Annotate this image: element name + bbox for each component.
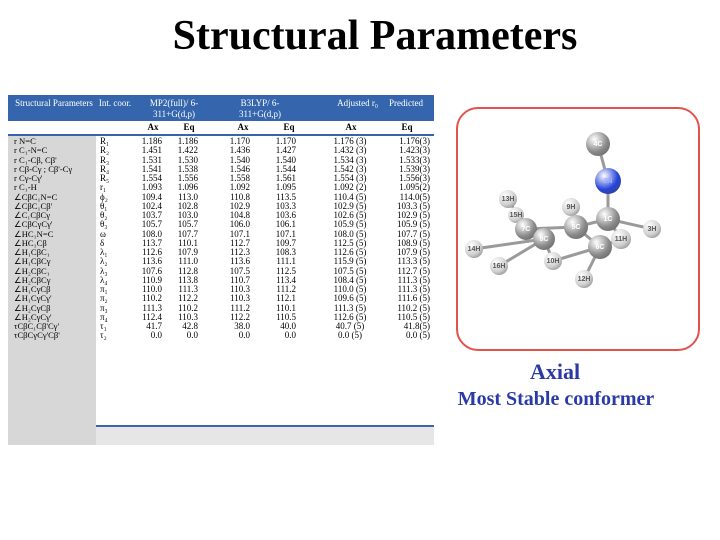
value-cell: 108.0 <box>141 228 162 239</box>
coor-cell: R₅ <box>100 173 110 183</box>
table-row <box>8 174 434 183</box>
param-cell: ∠H₁CγCγ' <box>14 294 52 304</box>
param-cell: ∠HC₁Cβ <box>14 238 47 248</box>
value-cell: 1.556(3) <box>399 173 430 183</box>
value-cell: 104.8 <box>229 210 250 220</box>
param-cell: ∠CβC₁Cβ' <box>14 201 53 211</box>
header-coor: Int. coor. <box>98 98 132 108</box>
value-cell: 110.8 <box>230 191 250 202</box>
value-cell: 113.5 <box>276 191 296 202</box>
atom: 12H <box>575 270 593 288</box>
coor-cell: π₃ <box>100 302 108 313</box>
param-cell: ∠H₂CβCγ <box>14 275 51 285</box>
value-cell: 1.540 <box>275 154 296 165</box>
table-row <box>8 304 434 313</box>
value-cell: 41.7 <box>146 321 162 331</box>
table-row <box>8 211 434 220</box>
atom: 5C <box>564 215 588 239</box>
value-cell: 102.9 (5) <box>397 210 430 220</box>
value-cell: 111.0 <box>178 256 198 267</box>
value-cell: 112.6 (5) <box>333 311 367 322</box>
value-cell: 110.2 <box>178 302 198 313</box>
value-cell: 110.7 <box>230 274 250 285</box>
value-cell: 1.170 <box>275 136 296 146</box>
value-cell: 112.8 <box>178 265 198 276</box>
value-cell: 1.451 <box>141 145 162 156</box>
value-cell: 1.554 <box>141 173 162 183</box>
coor-cell: R₁ <box>100 136 110 146</box>
table-row <box>8 137 434 146</box>
value-cell: 112.5 <box>276 265 296 276</box>
value-cell: 1.531 <box>141 154 162 165</box>
value-cell: 1.186 <box>177 136 198 146</box>
value-cell: 1.092 <box>229 182 250 193</box>
value-cell: 112.7 <box>230 237 250 248</box>
value-cell: 105.7 <box>177 219 198 230</box>
value-cell: 0.0 <box>150 330 162 341</box>
value-cell: 105.9 (5) <box>397 219 430 230</box>
value-cell: 102.8 <box>177 200 198 211</box>
value-cell: 112.2 <box>178 293 198 304</box>
param-cell: r C₁-H <box>14 183 37 193</box>
coor-cell: λ₁ <box>100 247 108 257</box>
value-cell: 112.6 (5) <box>333 247 367 257</box>
value-cell: 1.096 <box>177 182 198 193</box>
table-row <box>8 202 434 211</box>
header-mp2: MP2(full)/ 6-311+G(d,p) <box>149 98 199 119</box>
value-cell: 106.1 <box>275 219 296 230</box>
value-cell: 1.422 <box>177 145 198 156</box>
slide-title: Structural Parameters <box>172 13 578 59</box>
caption-most-stable: Most Stable conformer <box>457 388 655 410</box>
coor-cell: π₂ <box>100 293 108 304</box>
value-cell: 112.7 (5) <box>397 265 430 276</box>
param-cell: ∠H₁CβCγ <box>14 257 51 267</box>
param-cell: ∠CβCγCγ' <box>14 220 53 230</box>
value-cell: 107.1 <box>229 228 250 239</box>
param-cell: τCβC₁Cβ'Cγ' <box>14 322 60 331</box>
value-cell: 40.0 <box>280 321 296 331</box>
value-cell: 112.6 <box>142 247 162 257</box>
value-cell: 107.5 (5) <box>333 265 367 276</box>
value-cell: 1.540 <box>229 154 250 165</box>
coor-cell: θ₃ <box>100 219 108 230</box>
subheader-eq: Eq <box>183 122 195 132</box>
atom: 1C <box>596 207 620 231</box>
value-cell: 1.427 <box>275 145 296 156</box>
coor-cell: ω <box>100 228 106 239</box>
param-cell: ∠HC₁N=C <box>14 229 54 239</box>
value-cell: 1.542 (3) <box>333 163 367 174</box>
value-cell: 114.0(5) <box>399 191 430 202</box>
value-cell: 108.9 (5) <box>397 237 430 248</box>
value-cell: 110.2 (5) <box>397 302 430 313</box>
param-cell: ∠H₂CβC₁ <box>14 266 50 276</box>
value-cell: 1.530 <box>177 154 198 165</box>
value-cell: 103.0 <box>177 210 198 220</box>
value-cell: 1.534 (3) <box>333 154 367 165</box>
coor-cell: λ₃ <box>100 265 108 276</box>
value-cell: 1.558 <box>229 173 250 183</box>
value-cell: 105.9 (5) <box>333 219 367 230</box>
value-cell: 38.0 <box>234 321 250 331</box>
value-cell: 110.1 <box>178 237 198 248</box>
parameters-table <box>8 95 434 445</box>
header-adjusted: Adjusted r₀ <box>337 98 378 108</box>
value-cell: 1.538 <box>177 163 198 174</box>
table-subheader <box>8 121 434 134</box>
value-cell: 107.6 <box>141 265 162 276</box>
value-cell: 115.9 (5) <box>333 256 367 267</box>
value-cell: 1.170 <box>229 136 250 146</box>
value-cell: 110.3 <box>230 293 250 304</box>
value-cell: 105.7 <box>141 219 162 230</box>
caption-axial: Axial <box>529 359 581 384</box>
param-cell: r Cγ-Cγ' <box>14 174 43 183</box>
value-cell: 106.0 <box>229 219 250 230</box>
value-cell: 112.2 <box>230 311 250 322</box>
coor-cell: r₁ <box>100 182 107 193</box>
value-cell: 107.9 <box>177 247 198 257</box>
value-cell: 103.7 <box>141 210 162 220</box>
value-cell: 113.6 <box>142 256 162 267</box>
table-footer-shade <box>96 425 434 445</box>
value-cell: 113.3 (5) <box>397 256 430 267</box>
param-cell: τCβCγCγ'Cβ' <box>14 331 60 341</box>
table-row <box>8 165 434 174</box>
value-cell: 112.5 (5) <box>333 237 367 248</box>
value-cell: 1.561 <box>275 173 296 183</box>
value-cell: 103.3 (5) <box>397 200 430 211</box>
value-cell: 110.0 <box>142 284 162 294</box>
value-cell: 112.4 <box>142 311 162 322</box>
value-cell: 1.095 <box>275 182 296 193</box>
table-row <box>8 267 434 276</box>
subheader-eq: Eq <box>401 122 413 132</box>
header-predicted: Predicted <box>389 98 423 108</box>
value-cell: 110.5 (5) <box>397 311 430 322</box>
value-cell: 1.176 (3) <box>333 136 367 146</box>
atom: 4C <box>586 132 610 156</box>
value-cell: 102.6 (5) <box>333 210 367 220</box>
value-cell: 0.0 <box>284 330 296 341</box>
value-cell: 1.533(3) <box>399 154 430 165</box>
value-cell: 1.541 <box>141 163 162 174</box>
atom: 7C <box>515 218 537 240</box>
value-cell: 107.7 <box>177 228 198 239</box>
value-cell: 110.9 <box>142 274 162 285</box>
table-row <box>8 146 434 155</box>
table-row <box>8 230 434 239</box>
atom: 6C <box>588 235 612 259</box>
header-rule <box>8 134 434 136</box>
value-cell: 109.4 <box>141 191 162 202</box>
atom: 11H <box>611 229 631 249</box>
value-cell: 110.5 <box>276 311 296 322</box>
value-cell: 111.3 (5) <box>397 284 430 294</box>
value-cell: 110.2 <box>142 293 162 304</box>
value-cell: 113.6 <box>230 256 250 267</box>
coor-cell: δ <box>100 237 105 248</box>
value-cell: 111.3 (5) <box>333 302 367 313</box>
value-cell: 111.3 <box>178 284 198 294</box>
table-row <box>8 331 434 340</box>
value-cell: 1.186 <box>141 136 162 146</box>
value-cell: 1.432 (3) <box>333 145 367 156</box>
value-cell: 108.4 (5) <box>333 274 367 285</box>
table-row <box>8 257 434 266</box>
atom: 10H <box>544 252 562 270</box>
table-row <box>8 220 434 229</box>
value-cell: 107.7 (5) <box>397 228 430 239</box>
value-cell: 41.8(5) <box>403 321 430 331</box>
value-cell: 0.0 <box>186 330 198 341</box>
param-cell: r N=C <box>14 137 36 146</box>
param-cell: ∠H₁CβC₁ <box>14 248 50 257</box>
value-cell: 0.0 <box>238 330 250 341</box>
subheader-ax: Ax <box>147 122 159 132</box>
value-cell: 102.9 (5) <box>333 200 367 211</box>
table-row <box>8 193 434 202</box>
coor-cell: τ₁ <box>100 321 107 331</box>
value-cell: 42.8 <box>182 321 198 331</box>
param-cell: ∠H₂CγCβ <box>14 303 51 313</box>
value-cell: 1.095(2) <box>399 182 430 193</box>
value-cell: 1.556 <box>177 173 198 183</box>
value-cell: 110.1 <box>276 302 296 313</box>
value-cell: 40.7 (5) <box>335 321 365 331</box>
atom: 16H <box>490 257 508 275</box>
header-b3lyp: B3LYP/ 6-311+G(d,p) <box>239 98 281 119</box>
table-row <box>8 276 434 285</box>
value-cell: 1.093 <box>141 182 162 193</box>
atom: 13H <box>499 190 517 208</box>
value-cell: 112.1 <box>276 293 296 304</box>
subheader-ax: Ax <box>345 122 357 132</box>
value-cell: 110.3 <box>178 311 198 322</box>
value-cell: 1.423(3) <box>399 145 430 156</box>
value-cell: 111.6 (5) <box>397 293 430 304</box>
coor-cell: R₃ <box>100 154 110 165</box>
atom: 9H <box>562 198 580 216</box>
value-cell: 1.544 <box>275 163 296 174</box>
value-cell: 110.0 (5) <box>333 284 367 294</box>
coor-cell: λ₂ <box>100 256 108 267</box>
value-cell: 109.6 (5) <box>333 293 367 304</box>
atom: 2N <box>595 168 621 194</box>
coor-cell: ϕ₂ <box>100 191 108 202</box>
subheader-ax: Ax <box>237 122 249 132</box>
value-cell: 111.3 (5) <box>397 274 430 285</box>
value-cell: 110.3 <box>230 284 250 294</box>
value-cell: 1.436 <box>229 145 250 156</box>
value-cell: 108.3 <box>275 247 296 257</box>
value-cell: 1.176(3) <box>399 136 430 146</box>
value-cell: 111.3 <box>142 302 162 313</box>
value-cell: 102.4 <box>141 200 162 211</box>
value-cell: 1.092 (2) <box>333 182 367 193</box>
param-cell: r C₁-N=C <box>14 146 48 156</box>
subheader-eq: Eq <box>283 122 295 132</box>
value-cell: 110.4 (5) <box>333 191 367 202</box>
value-cell: 107.9 (5) <box>397 247 430 257</box>
coor-cell: τ₂ <box>100 330 107 341</box>
param-cell: ∠H₂CγCγ' <box>14 312 52 322</box>
coor-cell: θ₁ <box>100 200 108 211</box>
table-row <box>8 156 434 165</box>
value-cell: 1.554 (3) <box>333 173 367 183</box>
value-cell: 1.539(3) <box>399 163 430 174</box>
value-cell: 103.3 <box>275 200 296 211</box>
coor-cell: R₂ <box>100 145 110 156</box>
value-cell: 111.2 <box>276 284 296 294</box>
header-param: Structural Parameters <box>15 98 93 108</box>
value-cell: 0.0 (5) <box>338 330 362 341</box>
table-footer-rule <box>96 425 434 427</box>
atom: 3H <box>643 220 661 238</box>
atom: 8C <box>533 228 555 250</box>
table-row <box>8 313 434 322</box>
value-cell: 107.5 <box>229 265 250 276</box>
param-cell: ∠H₁CγCβ <box>14 285 51 294</box>
atom: 14H <box>465 240 483 258</box>
table-row <box>8 322 434 331</box>
table-row <box>8 294 434 303</box>
coor-cell: R₄ <box>100 163 110 174</box>
param-cell: r C₁-Cβ, Cβ' <box>14 155 57 165</box>
value-cell: 109.7 <box>275 237 296 248</box>
molecule-panel <box>456 107 700 351</box>
value-cell: 1.546 <box>229 163 250 174</box>
coor-cell: λ₄ <box>100 274 108 285</box>
param-cell: ∠C₁CβCγ <box>14 211 51 220</box>
value-cell: 111.1 <box>276 256 296 267</box>
table-header <box>8 95 434 121</box>
value-cell: 112.3 <box>230 247 250 257</box>
value-cell: 102.9 <box>229 200 250 211</box>
coor-cell: π₄ <box>100 311 108 322</box>
table-row <box>8 239 434 248</box>
table-row <box>8 183 434 192</box>
value-cell: 113.0 <box>178 191 198 202</box>
table-row <box>8 248 434 257</box>
atom: 15H <box>508 207 524 223</box>
value-cell: 113.4 <box>276 274 296 285</box>
param-cell: ∠CβC₁N=C <box>14 192 58 202</box>
value-cell: 113.8 <box>178 274 198 285</box>
value-cell: 107.1 <box>275 228 296 239</box>
value-cell: 108.0 (5) <box>333 228 367 239</box>
coor-cell: θ₂ <box>100 210 108 220</box>
value-cell: 111.2 <box>230 302 250 313</box>
coor-cell: π₁ <box>100 284 108 294</box>
value-cell: 113.7 <box>142 237 162 248</box>
value-cell: 0.0 (5) <box>406 330 430 341</box>
value-cell: 103.6 <box>275 210 296 220</box>
param-cell: r Cβ-Cγ ; Cβ'-Cγ <box>14 164 73 174</box>
table-row <box>8 285 434 294</box>
